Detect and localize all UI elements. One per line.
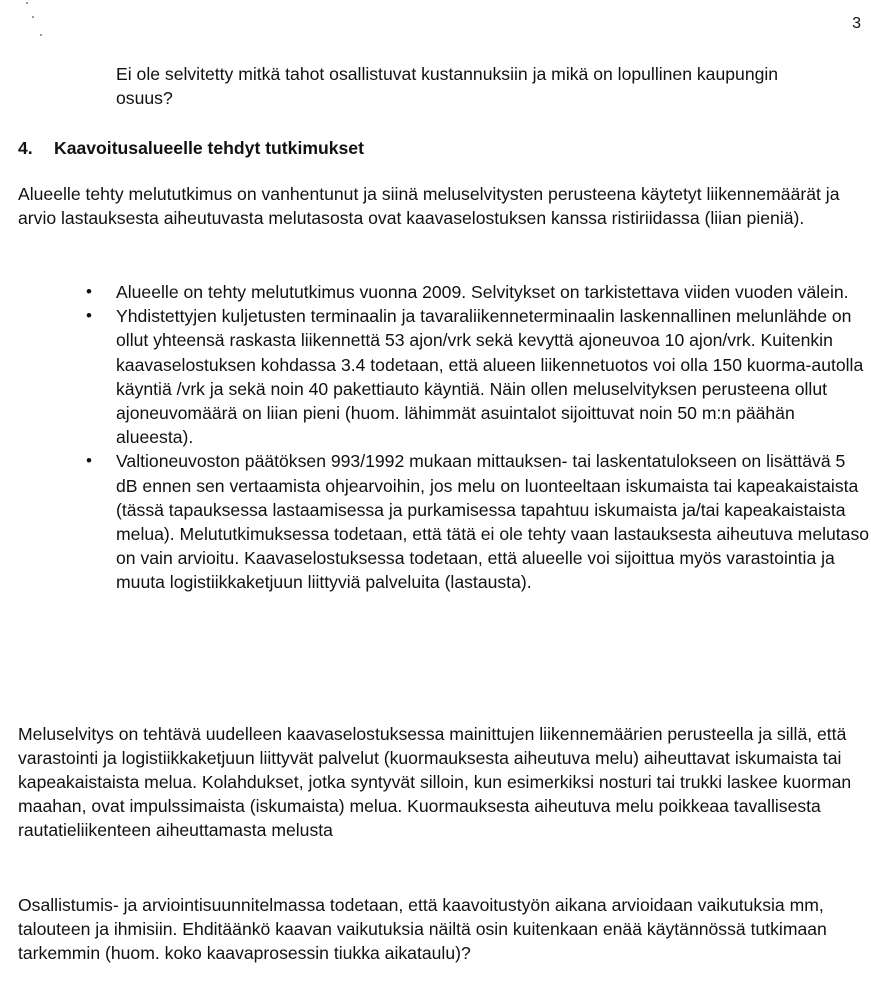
section-title: Kaavoitusalueelle tehdyt tutkimukset <box>54 138 364 158</box>
scan-speck <box>40 34 42 36</box>
paragraph-noise-survey-redo: Meluselvitys on tehtävä uudelleen kaavaselostuksessa mainittujen liikennemäärien perusteella ja sillä, että varastointi ja logistiikkaketjuun liittyvät palvelut (kuormauksesta aiheutuva melu) aiheuttavat iskumaista tai kapeakaistaista melua. Kolahdukset, jotka syntyvät silloin, kun esimerkiksi nosturi tai trukki laskee kuorman maahan, ovat impulssimaista (iskumaista) melua. Kuormauksesta aiheutuva melu poikkeaa tavallisesta rautatieliikenteen aiheuttamasta melusta <box>18 724 852 840</box>
section-number: 4. <box>18 138 33 158</box>
intro-paragraph: Ei ole selvitetty mitkä tahot osallistuvat kustannuksiin ja mikä on lopullinen kaupungin osuus? <box>116 64 779 108</box>
bullet-item <box>86 304 871 449</box>
bullet-marker: • <box>86 451 92 471</box>
bullet-item <box>86 449 871 594</box>
paragraph-noise-study: Alueelle tehty melututkimus on vanhentunut ja siinä meluselvitysten perusteena käytetyt liikennemäärät ja arvio lastauksesta aiheutuvasta melutasosta ovat kaavaselostuksen kanssa ristiriidassa (liian pieniä). <box>18 184 840 228</box>
scan-speck <box>32 16 34 18</box>
bullet-text: Valtioneuvoston päätöksen 993/1992 mukaan mittauksen- tai laskentatulokseen on lisättävä 5 dB ennen sen vertaamista ohjearvoihin, jos melu on luonteeltaan iskumaista tai kapeakaistaista (tässä tapauksessa lastaamisessa ja purkamisessa tapahtuu iskumaista ja/tai kapeakaistaista melua). Melututkimuksessa todetaan, että tätä ei ole tehty vaan lastauksesta aiheutuva melutaso on vain arvioitu. Kaavaselostuksessa todetaan, että alueelle voi sijoittua myös varastointia ja muuta logistiikkaketjuun liittyviä palveluita (lastausta). <box>116 451 870 593</box>
bullet-marker: • <box>86 282 92 301</box>
bullet-list <box>86 280 871 595</box>
paragraph-participation-plan: Osallistumis- ja arviointisuunnitelmassa todetaan, että kaavoitustyön aikana arvioidaan vaikutuksia mm, talouteen ja ihmisiin. Ehditäänkö kaavan vaikutuksia näiltä osin kuitenkaan enää käytännössä tutkimaan tarkemmin (huom. koko kaavaprosessin tiukka aikataulu)? <box>18 895 827 963</box>
bullet-marker: • <box>86 306 92 326</box>
bullet-item <box>86 280 871 304</box>
scan-speck <box>26 2 28 4</box>
section-heading <box>18 136 364 160</box>
bullet-text: Alueelle on tehty melututkimus vuonna 2009. Selvitykset on tarkistettava viiden vuoden välein. <box>116 282 849 302</box>
bullet-text: Yhdistettyjen kuljetusten terminaalin ja tavaraliikenneterminaalin laskennallinen melunlähde on ollut yhteensä raskasta liikennettä 53 ajon/vrk sekä kevyttä ajoneuvoa 10 ajon/vrk. Kuitenkin kaavaselostuksen kohdassa 3.4 todetaan, että alueen liikennetuotos voi olla 150 kuorma-autolla käyntiä /vrk ja sekä noin 40 pakettiauto käyntiä. Näin ollen meluselvityksen perusteena ollut ajoneuvomäärä on liian pieni (huom. lähimmät asuintalot sijoittuvat noin 50 m:n päähän alueesta). <box>116 306 864 448</box>
page-number: 3 <box>852 15 861 32</box>
